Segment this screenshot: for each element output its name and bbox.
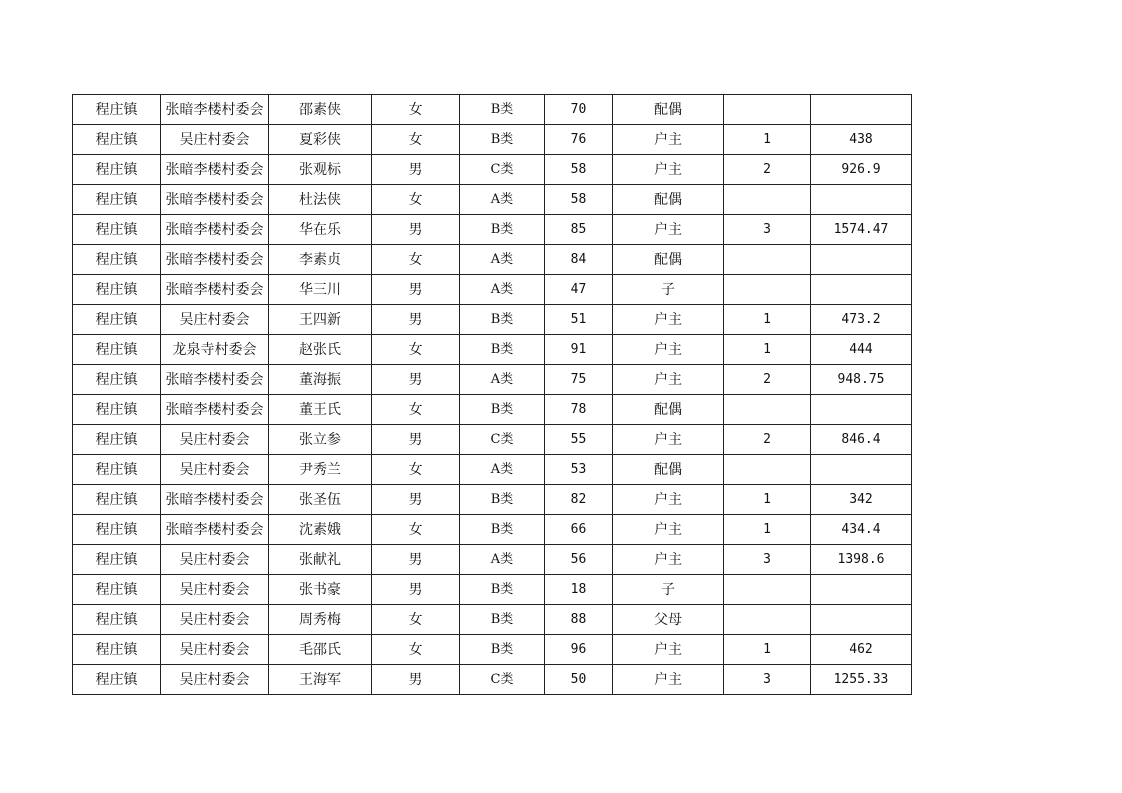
gender-cell: 男	[372, 545, 460, 575]
table-row	[73, 305, 912, 335]
amount-cell	[811, 245, 912, 275]
amount-cell: 473.2	[811, 305, 912, 335]
name-cell: 沈素娥	[269, 515, 372, 545]
name-cell: 张立参	[269, 425, 372, 455]
name-cell: 周秀梅	[269, 605, 372, 635]
village-cell: 张暗李楼村委会	[161, 215, 269, 245]
name-cell: 毛邵氏	[269, 635, 372, 665]
table-row	[73, 665, 912, 695]
village-cell: 龙泉寺村委会	[161, 335, 269, 365]
category-cell: B类	[460, 605, 545, 635]
village-cell: 张暗李楼村委会	[161, 365, 269, 395]
amount-cell	[811, 275, 912, 305]
count-cell: 3	[724, 215, 811, 245]
gender-cell: 男	[372, 425, 460, 455]
village-cell: 张暗李楼村委会	[161, 395, 269, 425]
count-cell: 2	[724, 155, 811, 185]
name-cell: 尹秀兰	[269, 455, 372, 485]
category-cell: A类	[460, 455, 545, 485]
table-row	[73, 575, 912, 605]
name-cell: 张书豪	[269, 575, 372, 605]
count-cell: 1	[724, 635, 811, 665]
category-cell: A类	[460, 185, 545, 215]
amount-cell	[811, 605, 912, 635]
table-row	[73, 515, 912, 545]
count-cell: 2	[724, 425, 811, 455]
age-cell: 82	[545, 485, 613, 515]
table-row	[73, 425, 912, 455]
category-cell: A类	[460, 365, 545, 395]
table-row	[73, 605, 912, 635]
name-cell: 李素贞	[269, 245, 372, 275]
count-cell	[724, 395, 811, 425]
category-cell: C类	[460, 155, 545, 185]
category-cell: C类	[460, 665, 545, 695]
category-cell: B类	[460, 395, 545, 425]
relation-cell: 配偶	[613, 245, 724, 275]
gender-cell: 女	[372, 335, 460, 365]
relation-cell: 户主	[613, 155, 724, 185]
gender-cell: 男	[372, 215, 460, 245]
town-cell: 程庄镇	[73, 275, 161, 305]
table-row	[73, 95, 912, 125]
gender-cell: 男	[372, 305, 460, 335]
amount-cell: 1255.33	[811, 665, 912, 695]
age-cell: 47	[545, 275, 613, 305]
category-cell: B类	[460, 335, 545, 365]
village-cell: 张暗李楼村委会	[161, 245, 269, 275]
name-cell: 华三川	[269, 275, 372, 305]
gender-cell: 女	[372, 605, 460, 635]
town-cell: 程庄镇	[73, 545, 161, 575]
amount-cell: 926.9	[811, 155, 912, 185]
amount-cell: 444	[811, 335, 912, 365]
gender-cell: 男	[372, 485, 460, 515]
village-cell: 张暗李楼村委会	[161, 95, 269, 125]
category-cell: B类	[460, 635, 545, 665]
category-cell: B类	[460, 305, 545, 335]
amount-cell: 1398.6	[811, 545, 912, 575]
name-cell: 夏彩侠	[269, 125, 372, 155]
relation-cell: 子	[613, 275, 724, 305]
amount-cell: 846.4	[811, 425, 912, 455]
table-row	[73, 455, 912, 485]
gender-cell: 男	[372, 275, 460, 305]
name-cell: 华在乐	[269, 215, 372, 245]
relation-cell: 配偶	[613, 95, 724, 125]
age-cell: 85	[545, 215, 613, 245]
name-cell: 董王氏	[269, 395, 372, 425]
relation-cell: 户主	[613, 635, 724, 665]
name-cell: 张观标	[269, 155, 372, 185]
town-cell: 程庄镇	[73, 215, 161, 245]
count-cell: 1	[724, 305, 811, 335]
count-cell	[724, 605, 811, 635]
town-cell: 程庄镇	[73, 515, 161, 545]
village-cell: 吴庄村委会	[161, 545, 269, 575]
name-cell: 杜法侠	[269, 185, 372, 215]
relation-cell: 配偶	[613, 395, 724, 425]
town-cell: 程庄镇	[73, 335, 161, 365]
name-cell: 王四新	[269, 305, 372, 335]
gender-cell: 男	[372, 155, 460, 185]
town-cell: 程庄镇	[73, 305, 161, 335]
gender-cell: 男	[372, 665, 460, 695]
relation-cell: 户主	[613, 215, 724, 245]
age-cell: 70	[545, 95, 613, 125]
village-cell: 张暗李楼村委会	[161, 485, 269, 515]
table-body	[73, 95, 912, 695]
count-cell: 3	[724, 665, 811, 695]
amount-cell: 948.75	[811, 365, 912, 395]
village-cell: 张暗李楼村委会	[161, 515, 269, 545]
count-cell	[724, 245, 811, 275]
relation-cell: 户主	[613, 485, 724, 515]
relation-cell: 户主	[613, 515, 724, 545]
table-row	[73, 185, 912, 215]
town-cell: 程庄镇	[73, 425, 161, 455]
age-cell: 55	[545, 425, 613, 455]
table-row	[73, 545, 912, 575]
town-cell: 程庄镇	[73, 395, 161, 425]
age-cell: 91	[545, 335, 613, 365]
count-cell	[724, 185, 811, 215]
gender-cell: 女	[372, 125, 460, 155]
name-cell: 邵素侠	[269, 95, 372, 125]
relation-cell: 户主	[613, 335, 724, 365]
village-cell: 吴庄村委会	[161, 425, 269, 455]
gender-cell: 女	[372, 245, 460, 275]
village-cell: 吴庄村委会	[161, 305, 269, 335]
table-row	[73, 485, 912, 515]
amount-cell: 1574.47	[811, 215, 912, 245]
relation-cell: 户主	[613, 125, 724, 155]
village-cell: 张暗李楼村委会	[161, 185, 269, 215]
relation-cell: 户主	[613, 425, 724, 455]
table-row	[73, 335, 912, 365]
relation-cell: 配偶	[613, 185, 724, 215]
gender-cell: 女	[372, 635, 460, 665]
amount-cell: 438	[811, 125, 912, 155]
village-cell: 吴庄村委会	[161, 125, 269, 155]
gender-cell: 男	[372, 365, 460, 395]
table-row	[73, 215, 912, 245]
count-cell: 3	[724, 545, 811, 575]
relation-cell: 户主	[613, 305, 724, 335]
gender-cell: 女	[372, 395, 460, 425]
age-cell: 96	[545, 635, 613, 665]
name-cell: 王海军	[269, 665, 372, 695]
name-cell: 张献礼	[269, 545, 372, 575]
count-cell: 1	[724, 485, 811, 515]
relation-cell: 户主	[613, 365, 724, 395]
village-cell: 吴庄村委会	[161, 455, 269, 485]
age-cell: 51	[545, 305, 613, 335]
gender-cell: 女	[372, 95, 460, 125]
category-cell: B类	[460, 515, 545, 545]
amount-cell	[811, 575, 912, 605]
amount-cell	[811, 455, 912, 485]
town-cell: 程庄镇	[73, 455, 161, 485]
village-cell: 张暗李楼村委会	[161, 275, 269, 305]
table-row	[73, 635, 912, 665]
table-row	[73, 365, 912, 395]
category-cell: B类	[460, 575, 545, 605]
amount-cell: 434.4	[811, 515, 912, 545]
table-row	[73, 155, 912, 185]
age-cell: 66	[545, 515, 613, 545]
age-cell: 50	[545, 665, 613, 695]
age-cell: 58	[545, 155, 613, 185]
gender-cell: 女	[372, 185, 460, 215]
count-cell: 2	[724, 365, 811, 395]
table-row	[73, 275, 912, 305]
category-cell: A类	[460, 275, 545, 305]
age-cell: 58	[545, 185, 613, 215]
village-cell: 吴庄村委会	[161, 635, 269, 665]
town-cell: 程庄镇	[73, 485, 161, 515]
category-cell: B类	[460, 485, 545, 515]
town-cell: 程庄镇	[73, 665, 161, 695]
name-cell: 董海振	[269, 365, 372, 395]
age-cell: 18	[545, 575, 613, 605]
count-cell	[724, 95, 811, 125]
category-cell: B类	[460, 95, 545, 125]
age-cell: 84	[545, 245, 613, 275]
age-cell: 76	[545, 125, 613, 155]
beneficiary-table	[72, 94, 912, 695]
age-cell: 78	[545, 395, 613, 425]
town-cell: 程庄镇	[73, 125, 161, 155]
amount-cell	[811, 95, 912, 125]
count-cell: 1	[724, 125, 811, 155]
gender-cell: 男	[372, 575, 460, 605]
table-row	[73, 395, 912, 425]
age-cell: 75	[545, 365, 613, 395]
category-cell: A类	[460, 545, 545, 575]
amount-cell	[811, 395, 912, 425]
town-cell: 程庄镇	[73, 245, 161, 275]
village-cell: 吴庄村委会	[161, 605, 269, 635]
amount-cell: 342	[811, 485, 912, 515]
amount-cell	[811, 185, 912, 215]
age-cell: 88	[545, 605, 613, 635]
age-cell: 56	[545, 545, 613, 575]
category-cell: C类	[460, 425, 545, 455]
relation-cell: 户主	[613, 545, 724, 575]
name-cell: 赵张氏	[269, 335, 372, 365]
village-cell: 张暗李楼村委会	[161, 155, 269, 185]
table-row	[73, 125, 912, 155]
category-cell: B类	[460, 215, 545, 245]
name-cell: 张圣伍	[269, 485, 372, 515]
town-cell: 程庄镇	[73, 95, 161, 125]
village-cell: 吴庄村委会	[161, 575, 269, 605]
count-cell: 1	[724, 335, 811, 365]
table-row	[73, 245, 912, 275]
gender-cell: 女	[372, 455, 460, 485]
count-cell: 1	[724, 515, 811, 545]
category-cell: B类	[460, 125, 545, 155]
category-cell: A类	[460, 245, 545, 275]
count-cell	[724, 455, 811, 485]
relation-cell: 子	[613, 575, 724, 605]
relation-cell: 父母	[613, 605, 724, 635]
age-cell: 53	[545, 455, 613, 485]
town-cell: 程庄镇	[73, 575, 161, 605]
town-cell: 程庄镇	[73, 635, 161, 665]
town-cell: 程庄镇	[73, 365, 161, 395]
town-cell: 程庄镇	[73, 155, 161, 185]
count-cell	[724, 275, 811, 305]
gender-cell: 女	[372, 515, 460, 545]
town-cell: 程庄镇	[73, 185, 161, 215]
town-cell: 程庄镇	[73, 605, 161, 635]
amount-cell: 462	[811, 635, 912, 665]
count-cell	[724, 575, 811, 605]
relation-cell: 户主	[613, 665, 724, 695]
relation-cell: 配偶	[613, 455, 724, 485]
village-cell: 吴庄村委会	[161, 665, 269, 695]
